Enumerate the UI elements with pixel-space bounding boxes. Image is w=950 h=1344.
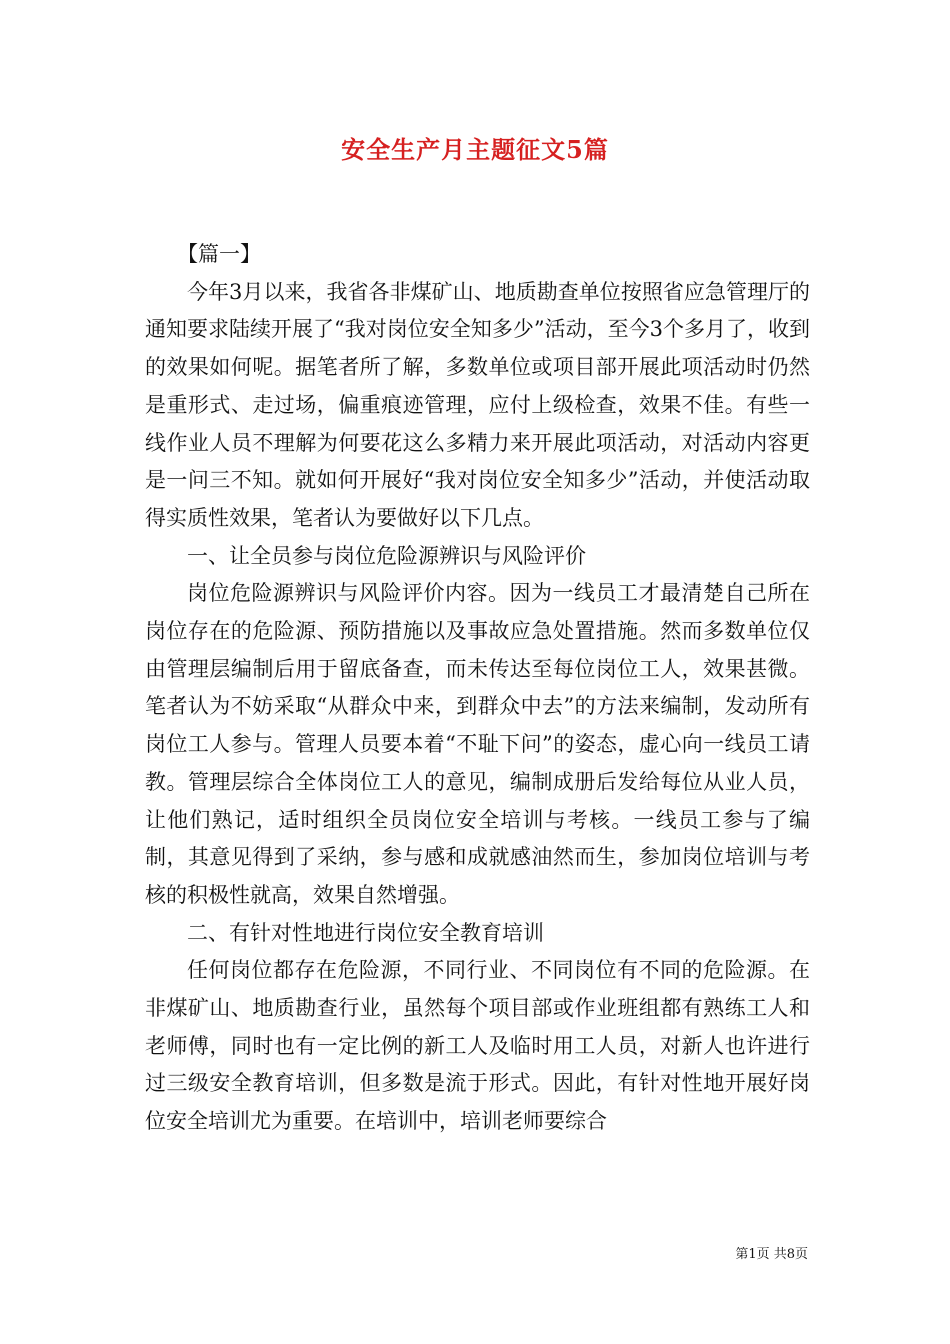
paragraph-point-two: 任何岗位都存在危险源，不同行业、不同岗位有不同的危险源。在非煤矿山、地质勘查行业，虽然每个项目部或作业班组都有熟练工人和老师傅，同时也有一定比例的新工人及临时用工人员，对新人也许进行过三级安全教育培训，但多数是流于形式。因此，有针对性地开展好岗位安全培训尤为重要。在培训中，培训老师要综合 [145,958,810,1134]
heading-point-two: 二、有针对性地进行岗位安全教育培训 [187,920,544,945]
document-body [145,236,810,1141]
paragraph-intro: 今年3月以来，我省各非煤矿山、地质勘查单位按照省应急管理厅的通知要求陆续开展了“我对岗位安全知多少”活动，至今3个多月了，收到的效果如何呢。据笔者所了解，多数单位或项目部开展此项活动时仍然是重形式、走过场，偏重痕迹管理，应付上级检查，效果不佳。有些一线作业人员不理解为何要花这么多精力来开展此项活动，对活动内容更是一问三不知。就如何开展好“我对岗位安全知多少”活动，并使活动取得实质性效果，笔者认为要做好以下几点。 [145,279,810,530]
section-label: 【篇一】 [177,242,261,266]
document-title: 安全生产月主题征文5篇 [341,135,609,164]
heading-point-one: 一、让全员参与岗位危险源辨识与风险评价 [187,543,586,568]
page-number: 第1页 共8页 [735,1247,808,1262]
paragraph-point-one: 岗位危险源辨识与风险评价内容。因为一线员工才最清楚自己所在岗位存在的危险源、预防措施以及事故应急处置措施。然而多数单位仅由管理层编制后用于留底备查，而未传达至每位岗位工人，效果甚微。笔者认为不妨采取“从群众中来，到群众中去”的方法来编制，发动所有岗位工人参与。管理人员要本着“不耻下问”的姿态，虚心向一线员工请教。管理层综合全体岗位工人的意见，编制成册后发给每位从业人员，让他们熟记，适时组织全员岗位安全培训与考核。一线员工参与了编制，其意见得到了采纳，参与感和成就感油然而生，参加岗位培训与考核的积极性就高，效果自然增强。 [145,581,810,907]
